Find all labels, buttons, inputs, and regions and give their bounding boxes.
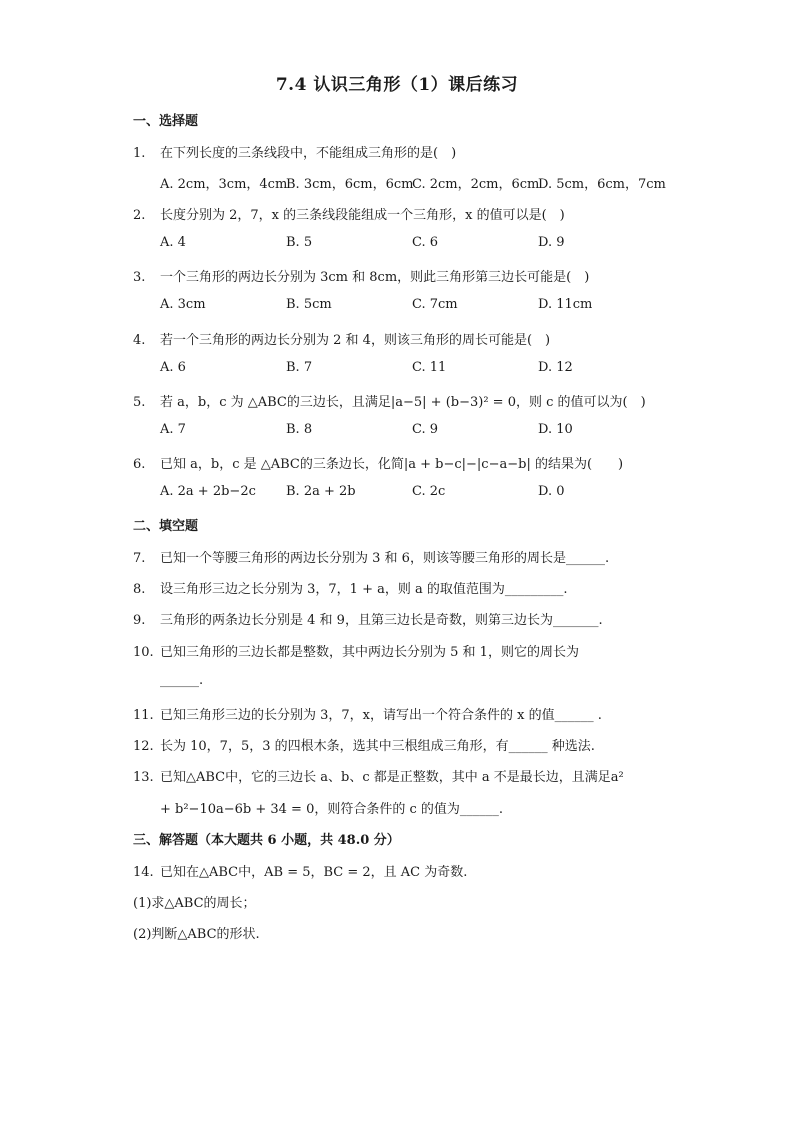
section-heading-solve: 三、解答题（本大题共 6 小题，共 48.0 分） bbox=[133, 833, 400, 848]
question-10-continuation: ______. bbox=[160, 673, 204, 688]
question-11 bbox=[133, 704, 602, 723]
question-text: 已知一个等腰三角形的两边长分别为 3 和 6，则该等腰三角形的周长是______. bbox=[160, 551, 610, 566]
question-14 bbox=[133, 861, 467, 880]
option-c: C. 2c bbox=[412, 484, 446, 499]
option-a: A. 4 bbox=[160, 235, 186, 250]
option-d: D. 5cm，6cm，7cm bbox=[538, 177, 666, 192]
question-text: 长为 10，7，5，3 的四根木条，选其中三根组成三角形，有______ 种选法. bbox=[160, 739, 595, 754]
option-d: D. 11cm bbox=[538, 297, 593, 312]
option-d: D. 10 bbox=[538, 422, 573, 437]
question-text: 已知三角形三边的长分别为 3，7，x，请写出一个符合条件的 x 的值______ . bbox=[160, 708, 602, 723]
question-text: 若 a，b，c 为 △ABC的三边长，且满足|a−5| + (b−3)² = 0，则 c 的值可以为( ) bbox=[160, 395, 646, 410]
question-13-continuation: + b²−10a−6b + 34 = 0，则符合条件的 c 的值为______. bbox=[160, 802, 504, 817]
question-6 bbox=[133, 453, 623, 472]
question-text: 长度分别为 2，7，x 的三条线段能组成一个三角形，x 的值可以是( ) bbox=[160, 208, 565, 223]
question-4 bbox=[133, 329, 550, 348]
option-b: B. 2a + 2b bbox=[286, 484, 356, 499]
question-1 bbox=[133, 142, 456, 161]
option-b: B. 7 bbox=[286, 360, 313, 375]
option-b: B. 3cm，6cm，6cm bbox=[286, 177, 414, 192]
question-5 bbox=[133, 391, 646, 410]
question-number: 4. bbox=[133, 333, 146, 348]
question-9 bbox=[133, 609, 603, 628]
question-13 bbox=[133, 766, 624, 785]
question-number: 2. bbox=[133, 208, 146, 223]
question-number: 11. bbox=[133, 708, 154, 723]
question-number: 8. bbox=[133, 582, 146, 597]
question-number: 13. bbox=[133, 770, 154, 785]
question-text: 设三角形三边之长分别为 3，7，1 + a，则 a 的取值范围为_________. bbox=[160, 582, 568, 597]
question-14-part-1: (1)求△ABC的周长； bbox=[133, 896, 256, 911]
option-a: A. 2cm，3cm，4cm bbox=[160, 177, 288, 192]
question-number: 3. bbox=[133, 270, 146, 285]
option-a: A. 6 bbox=[160, 360, 186, 375]
question-7 bbox=[133, 547, 609, 566]
question-text: 在下列长度的三条线段中，不能组成三角形的是( ) bbox=[160, 146, 457, 161]
option-b: B. 8 bbox=[286, 422, 313, 437]
section-heading-choice: 一、选择题 bbox=[133, 114, 199, 129]
question-8 bbox=[133, 578, 568, 597]
option-a: A. 2a + 2b−2c bbox=[160, 484, 256, 499]
question-text: 一个三角形的两边长分别为 3cm 和 8cm，则此三角形第三边长可能是( ) bbox=[160, 270, 590, 285]
option-c: C. 7cm bbox=[412, 297, 458, 312]
question-number: 5. bbox=[133, 395, 146, 410]
question-14-part-2: (2)判断△ABC的形状. bbox=[133, 927, 260, 942]
option-d: D. 9 bbox=[538, 235, 565, 250]
question-10 bbox=[133, 641, 579, 660]
question-text: 已知 a，b，c 是 △ABC的三条边长，化简|a + b−c|−|c−a−b| 的结果为( ) bbox=[160, 457, 624, 472]
question-3 bbox=[133, 266, 589, 285]
option-a: A. 7 bbox=[160, 422, 186, 437]
question-text: 已知三角形的三边长都是整数，其中两边长分别为 5 和 1，则它的周长为 bbox=[160, 645, 579, 660]
question-number: 14. bbox=[133, 865, 154, 880]
question-text: 已知在△ABC中，AB = 5，BC = 2，且 AC 为奇数. bbox=[160, 865, 468, 880]
question-text: 已知△ABC中，它的三边长 a、b、c 都是正整数，其中 a 不是最长边，且满足a² bbox=[160, 770, 624, 785]
question-number: 10. bbox=[133, 645, 154, 660]
option-d: D. 12 bbox=[538, 360, 573, 375]
option-d: D. 0 bbox=[538, 484, 565, 499]
question-text: 若一个三角形的两边长分别为 2 和 4，则该三角形的周长可能是( ) bbox=[160, 333, 551, 348]
option-c: C. 11 bbox=[412, 360, 447, 375]
option-c: C. 2cm，2cm，6cm bbox=[412, 177, 540, 192]
option-c: C. 6 bbox=[412, 235, 439, 250]
option-b: B. 5cm bbox=[286, 297, 332, 312]
question-12 bbox=[133, 735, 595, 754]
question-number: 6. bbox=[133, 457, 146, 472]
question-number: 7. bbox=[133, 551, 146, 566]
question-number: 1. bbox=[133, 146, 146, 161]
question-number: 12. bbox=[133, 739, 154, 754]
option-b: B. 5 bbox=[286, 235, 313, 250]
page-title: 7.4 认识三角形（1）课后练习 bbox=[275, 75, 519, 95]
section-heading-fill-in: 二、填空题 bbox=[133, 519, 199, 534]
option-c: C. 9 bbox=[412, 422, 439, 437]
question-2 bbox=[133, 204, 565, 223]
question-number: 9. bbox=[133, 613, 146, 628]
question-text: 三角形的两条边长分别是 4 和 9，且第三边长是奇数，则第三边长为_______. bbox=[160, 613, 603, 628]
option-a: A. 3cm bbox=[160, 297, 206, 312]
